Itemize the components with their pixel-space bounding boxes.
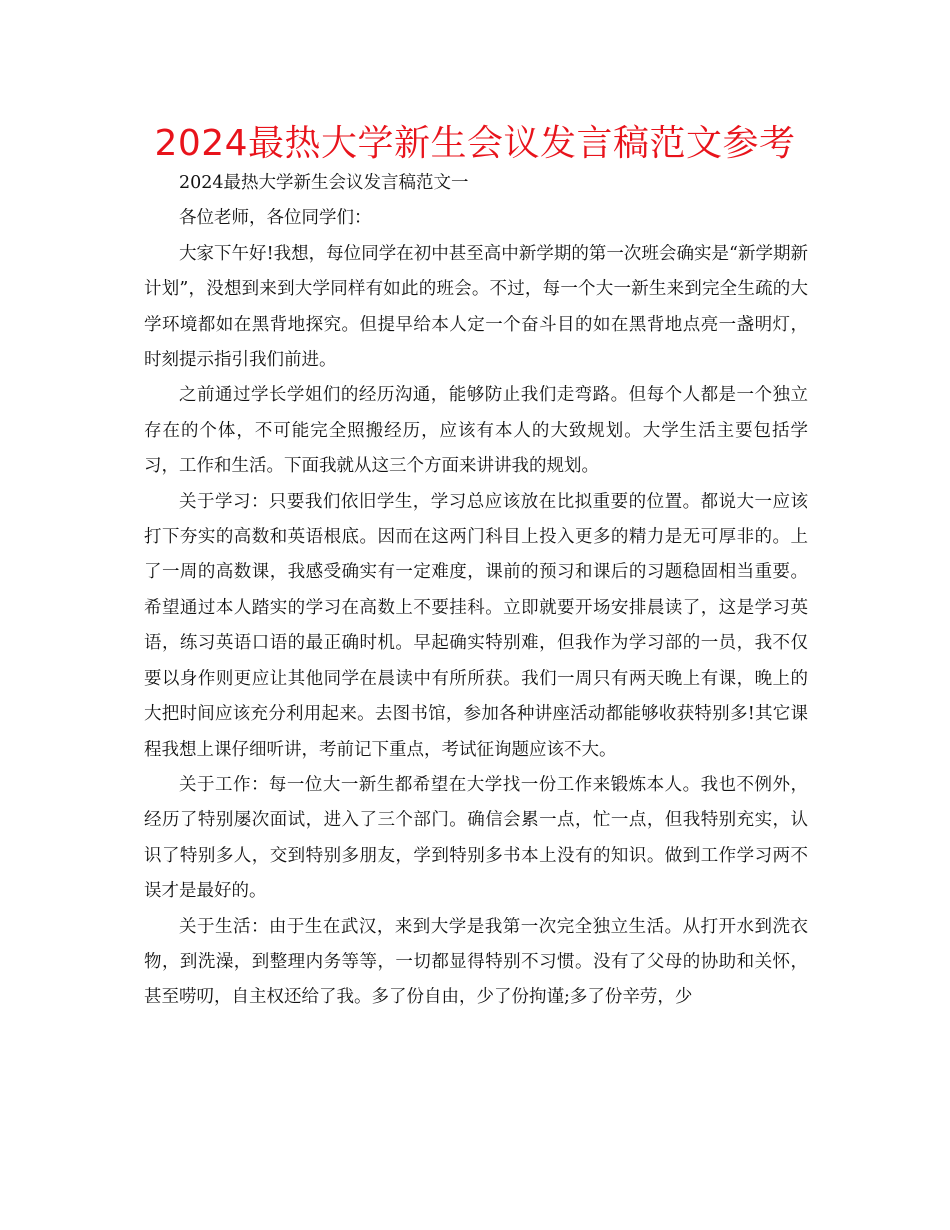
paragraph-life: 关于生活：由于生在武汉，来到大学是我第一次完全独立生活。从打开水到洗衣物，到洗澡，到整理内务等等，一切都显得特别不习惯。没有了父母的协助和关怀，甚至唠叨，自主权还给了我。多了份自由，少了份拘谨;多了份辛劳，少 [144,916,808,1008]
document-title: 2024最热大学新生会议发言稿范文参考 [154,123,796,164]
paragraph-study: 关于学习：只要我们依旧学生，学习总应该放在比拟重要的位置。都说大一应该打下夯实的高数和英语根底。因而在这两门科目上投入更多的精力是无可厚非的。上了一周的高数课，我感受确实有一定难度，课前的预习和课后的习题稳固相当重要。希望通过本人踏实的学习在高数上不要挂科。立即就要开场安排晨读了，这是学习英语，练习英语口语的最正确时机。早起确实特别难，但我作为学习部的一员，我不仅要以身作则更应让其他同学在晨读中有所所获。我们一周只有两天晚上有课，晚上的大把时间应该充分利用起来。去图书馆，参加各种讲座活动都能够收获特别多!其它课程我想上课仔细听讲，考前记下重点，考试征询题应该不大。 [144,491,808,760]
paragraph-work: 关于工作：每一位大一新生都希望在大学找一份工作来锻炼本人。我也不例外，经历了特别屡次面试，进入了三个部门。确信会累一点，忙一点，但我特别充实，认识了特别多人，交到特别多朋友，学到特别多书本上没有的知识。做到工作学习两不误才是最好的。 [144,774,808,902]
paragraph-salutation: 各位老师，各位同学们： [179,208,372,229]
paragraph-subtitle: 2024最热大学新生会议发言稿范文一 [179,173,469,193]
paragraph-experience: 之前通过学长学姐们的经历沟通，能够防止我们走弯路。但每个人都是一个独立存在的个体，不可能完全照搬经历，应该有本人的大致规划。大学生活主要包括学习，工作和生活。下面我就从这三个方面来讲讲我的规划。 [144,385,808,477]
paragraph-opening: 大家下午好!我想，每位同学在初中甚至高中新学期的第一次班会确实是“新学期新计划”，没想到来到大学同样有如此的班会。不过，每一个大一新生来到完全生疏的大学环境都如在黑背地探究。但提早给本人定一个奋斗目的如在黑背地点亮一盏明灯，时刻提示指引我们前进。 [144,243,808,371]
document-body [144,166,808,1016]
